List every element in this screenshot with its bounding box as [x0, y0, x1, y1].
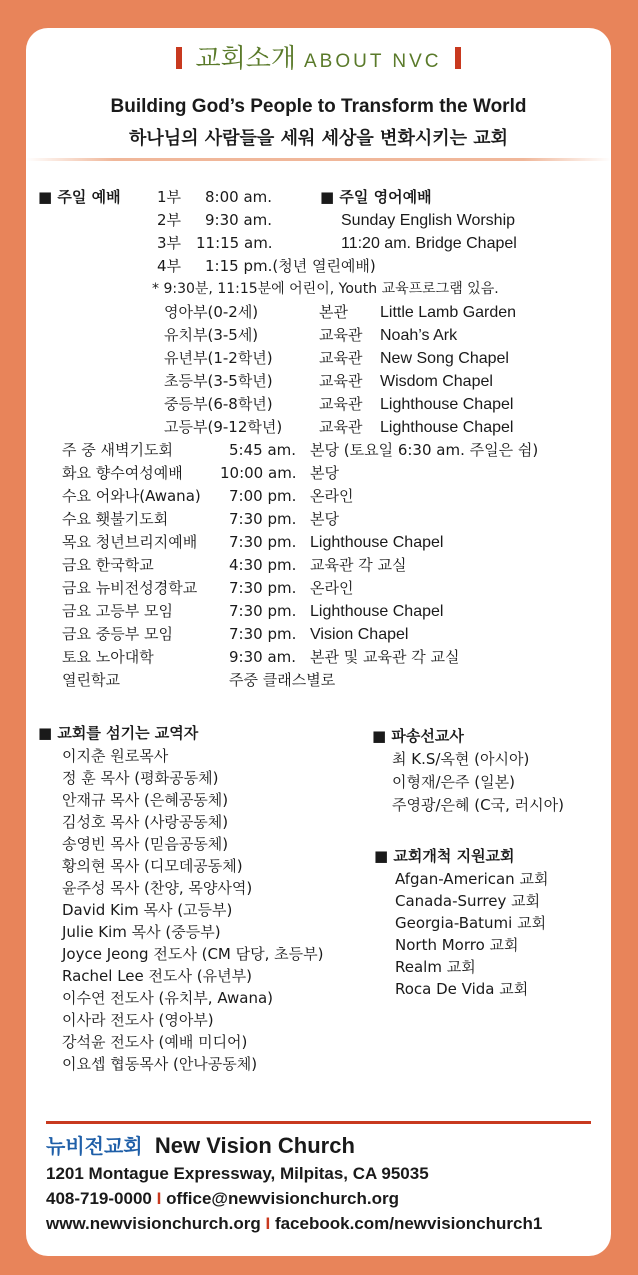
plants-heading: ■ 교회개척 지원교회 — [374, 847, 515, 865]
footer-contact — [46, 1189, 399, 1209]
plant-item: North Morro 교회 — [395, 936, 519, 954]
weekly-name: 화요 향수여성예배 — [62, 464, 183, 482]
dept-bldg: 본관 — [319, 303, 348, 321]
weekly-time: 9:30 am. — [229, 648, 297, 666]
service-3-time: 11:15 am. — [196, 234, 273, 252]
weekly-place: 본관 및 교육관 각 교실 — [310, 648, 460, 666]
service-4-num: 4부 — [157, 257, 182, 275]
dept-room: Lighthouse Chapel — [380, 396, 514, 413]
subtitle-en: Building God’s People to Transform the World — [110, 96, 527, 117]
plant-item: Realm 교회 — [395, 958, 476, 976]
footer-rule — [46, 1121, 591, 1124]
dept-bldg: 교육관 — [319, 395, 363, 413]
plant-item: Roca De Vida 교회 — [395, 980, 529, 998]
weekly-name: 금요 뉴비전성경학교 — [62, 579, 198, 597]
sunday-heading: ■ 주일 예배 — [38, 188, 121, 206]
minister-item: Joyce Jeong 전도사 (CM 담당, 초등부) — [62, 945, 324, 963]
minister-item: 정 훈 목사 (평화공동체) — [62, 769, 219, 787]
minister-item: 김성호 목사 (사랑공동체) — [62, 813, 229, 831]
minister-item: 이수연 전도사 (유치부, Awana) — [62, 989, 273, 1007]
weekly-name: 주 중 새벽기도회 — [62, 441, 173, 459]
service-3-num: 3부 — [157, 234, 182, 252]
dept-name: 유치부(3-5세) — [164, 326, 259, 344]
weekly-place: 본당 (토요일 6:30 am. 주일은 쉼) — [310, 441, 539, 459]
left-bar-icon — [176, 47, 182, 69]
english-heading: ■ 주일 영어예배 — [320, 188, 432, 206]
weekly-name: 수요 횃불기도회 — [62, 510, 169, 528]
dept-name: 초등부(3-5학년) — [164, 372, 273, 390]
weekly-place: 온라인 — [310, 487, 354, 505]
weekly-time: 7:00 pm. — [229, 487, 297, 505]
weekly-name: 목요 청년브리지예배 — [62, 533, 198, 551]
weekly-place: Lighthouse Chapel — [310, 534, 444, 551]
missionary-item: 주영광/은혜 (C국, 러시아) — [392, 796, 564, 814]
footer-church-name — [46, 1130, 355, 1159]
plant-item: Afgan-American 교회 — [395, 870, 549, 888]
weekly-place: Vision Chapel — [310, 626, 409, 643]
weekly-name: 수요 어와나(Awana) — [62, 487, 201, 505]
dept-name: 중등부(6-8학년) — [164, 395, 273, 413]
minister-item: Rachel Lee 전도사 (유년부) — [62, 967, 252, 985]
weekly-time: 주중 클래스별로 — [229, 671, 336, 689]
header-title-ko: 교회소개 — [195, 44, 296, 74]
footer-address: 1201 Montague Expressway, Milpitas, CA 95035 — [46, 1164, 429, 1183]
weekly-time: 7:30 pm. — [229, 625, 297, 643]
weekly-name: 금요 고등부 모임 — [62, 602, 173, 620]
english-service: Sunday English Worship — [341, 212, 516, 229]
weekly-place: 본당 — [310, 464, 339, 482]
footer-web — [46, 1214, 542, 1234]
weekly-time: 4:30 pm. — [229, 556, 297, 574]
weekly-time: 7:30 pm. — [229, 579, 297, 597]
dept-name: 영아부(0-2세) — [164, 303, 259, 321]
service-1-num: 1부 — [157, 188, 182, 206]
service-1-time: 8:00 am. — [205, 188, 273, 206]
service-4-time: 1:15 pm.(청년 열린예배) — [205, 257, 376, 275]
dept-name: 유년부(1-2학년) — [164, 349, 273, 367]
info-card — [26, 28, 611, 1256]
dept-bldg: 교육관 — [319, 372, 363, 390]
minister-item: 안재규 목사 (은혜공동체) — [62, 791, 229, 809]
dept-room: Little Lamb Garden — [380, 304, 517, 321]
header — [26, 38, 611, 75]
minister-item: David Kim 목사 (고등부) — [62, 901, 233, 919]
separator-icon: I — [265, 1214, 271, 1233]
minister-item: 이사라 전도사 (영아부) — [62, 1011, 214, 1029]
weekly-time: 5:45 am. — [229, 441, 297, 459]
church-name-ko: 뉴비전교회 — [46, 1134, 143, 1158]
missionaries-heading: ■ 파송선교사 — [372, 727, 464, 745]
weekly-time: 7:30 pm. — [229, 510, 297, 528]
service-2-num: 2부 — [157, 211, 182, 229]
dept-room: Lighthouse Chapel — [380, 419, 514, 436]
header-title-en: ABOUT NVC — [303, 51, 442, 72]
missionary-item: 최 K.S/옥현 (아시아) — [392, 750, 530, 768]
weekly-time: 7:30 pm. — [229, 533, 297, 551]
weekly-name: 열린학교 — [62, 671, 120, 689]
minister-item: 이요셉 협동목사 (안나공동체) — [62, 1055, 258, 1073]
minister-item: 윤주성 목사 (찬양, 목양사역) — [62, 879, 253, 897]
weekly-place: Lighthouse Chapel — [310, 603, 444, 620]
dept-bldg: 교육관 — [319, 326, 363, 344]
dept-room: Noah’s Ark — [380, 327, 458, 344]
church-name-en: New Vision Church — [154, 1133, 355, 1158]
weekly-name: 금요 중등부 모임 — [62, 625, 173, 643]
weekly-time: 7:30 pm. — [229, 602, 297, 620]
minister-item: 이지춘 원로목사 — [62, 747, 169, 765]
plant-item: Canada-Surrey 교회 — [395, 892, 541, 910]
weekly-place: 본당 — [310, 510, 339, 528]
dept-bldg: 교육관 — [319, 418, 363, 436]
dept-room: Wisdom Chapel — [380, 373, 493, 390]
weekly-name: 토요 노아대학 — [62, 648, 154, 666]
divider — [26, 158, 611, 161]
minister-item: 황의현 목사 (디모데공동체) — [62, 857, 243, 875]
right-bar-icon — [455, 47, 461, 69]
subtitle-ko: 하나님의 사람들을 세워 세상을 변화시키는 교회 — [128, 128, 509, 149]
footer-website[interactable]: www.newvisionchurch.org — [46, 1214, 261, 1233]
service-2-time: 9:30 am. — [205, 211, 273, 229]
weekly-name: 금요 한국학교 — [62, 556, 154, 574]
weekly-place: 교육관 각 교실 — [310, 556, 407, 574]
dept-name: 고등부(9-12학년) — [164, 418, 283, 436]
dept-room: New Song Chapel — [380, 350, 509, 367]
minister-item: 송영빈 목사 (믿음공동체) — [62, 835, 229, 853]
english-time: 11:20 am. Bridge Chapel — [341, 235, 517, 252]
plant-item: Georgia-Batumi 교회 — [395, 914, 547, 932]
footer-facebook[interactable]: facebook.com/newvisionchurch1 — [274, 1214, 543, 1233]
dept-bldg: 교육관 — [319, 349, 363, 367]
minister-item: 강석윤 전도사 (예배 미디어) — [62, 1033, 248, 1051]
service-note: * 9:30분, 11:15분에 어린이, Youth 교육프로그램 있음. — [152, 281, 499, 297]
ministers-heading: ■ 교회를 섬기는 교역자 — [38, 724, 199, 742]
minister-item: Julie Kim 목사 (중등부) — [62, 923, 221, 941]
missionary-item: 이형재/은주 (일본) — [392, 773, 515, 791]
weekly-place: 온라인 — [310, 579, 354, 597]
footer-email[interactable]: office@newvisionchurch.org — [166, 1189, 399, 1208]
weekly-time: 10:00 am. — [220, 464, 297, 482]
footer-phone: 408-719-0000 — [46, 1189, 152, 1208]
separator-icon: I — [156, 1189, 162, 1208]
